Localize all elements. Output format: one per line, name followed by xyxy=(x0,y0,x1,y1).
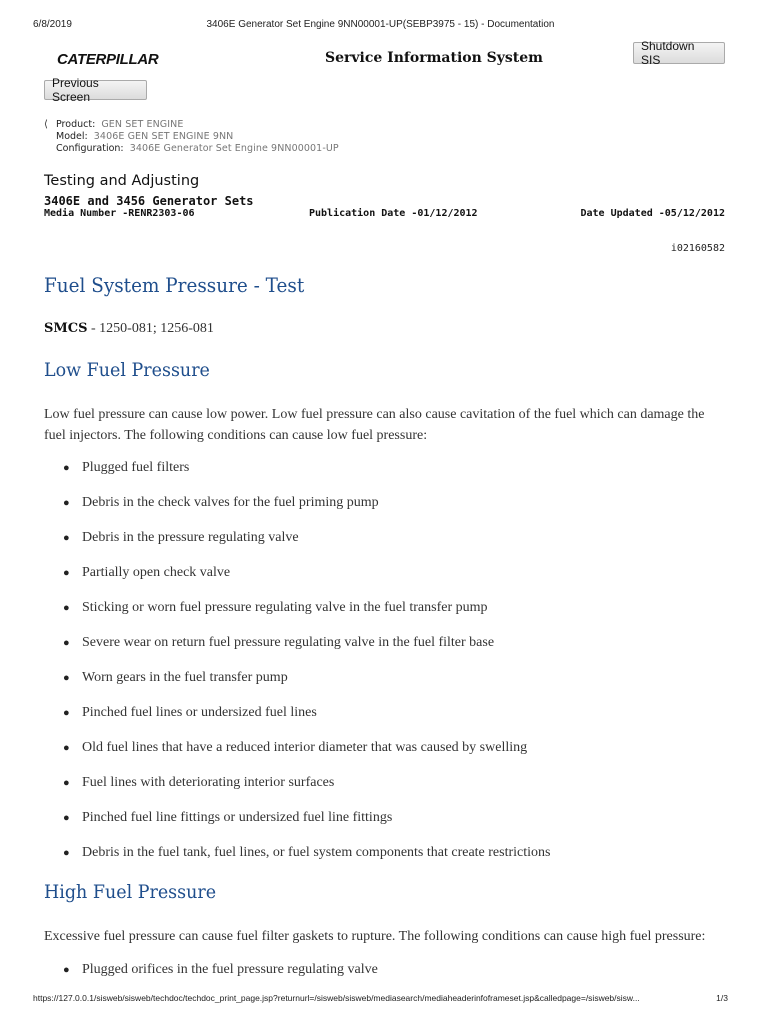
high-fuel-pressure-intro: Excessive fuel pressure can cause fuel filter gaskets to rupture. The following conditions can cause high fuel pressure: xyxy=(44,929,706,944)
bullet-icon: ● xyxy=(63,637,70,649)
list-item: ● Pinched fuel lines or undersized fuel lines xyxy=(44,705,317,721)
caterpillar-logo xyxy=(57,51,158,68)
high-fuel-pressure-heading: High Fuel Pressure xyxy=(44,881,217,903)
smcs-value: - 1250-081; 1256-081 xyxy=(87,321,214,336)
list-item: ● Worn gears in the fuel transfer pump xyxy=(44,670,288,686)
product-info xyxy=(44,119,339,155)
print-document-title: 3406E Generator Set Engine 9NN00001-UP(SEBP3975 - 15) - Documentation xyxy=(206,19,555,30)
bullet-icon: ● xyxy=(63,497,70,509)
list-item: ● Debris in the fuel tank, fuel lines, or fuel system components that create restrictions xyxy=(44,845,550,861)
bullet-icon: ● xyxy=(63,532,70,544)
back-arrow-icon[interactable]: ⟨ xyxy=(44,119,48,130)
shutdown-sis-button[interactable]: Shutdown SIS xyxy=(633,42,725,64)
previous-screen-button[interactable]: Previous Screen xyxy=(44,80,147,100)
list-item: ● Sticking or worn fuel pressure regulating valve in the fuel transfer pump xyxy=(44,600,488,616)
model-value: 3406E GEN SET ENGINE 9NN xyxy=(93,131,234,142)
logo-text: CATERPILLAR xyxy=(57,51,159,68)
product-value: GEN SET ENGINE xyxy=(101,119,184,130)
bullet-icon: ● xyxy=(63,462,70,474)
media-number: Media Number -RENR2303-06 xyxy=(44,208,195,219)
list-item: ● Plugged orifices in the fuel pressure regulating valve xyxy=(44,962,378,978)
list-item: ● Plugged fuel filters xyxy=(44,460,189,476)
publication-date: Publication Date -01/12/2012 xyxy=(309,208,478,219)
list-item: ● Severe wear on return fuel pressure regulating valve in the fuel filter base xyxy=(44,635,494,651)
smcs-label: SMCS xyxy=(44,321,88,336)
document-id: i02160582 xyxy=(670,243,725,254)
configuration-label: Configuration: xyxy=(56,143,124,154)
configuration-value: 3406E Generator Set Engine 9NN00001-UP xyxy=(129,143,339,154)
list-item: ● Partially open check valve xyxy=(44,565,230,581)
model-label: Model: xyxy=(56,131,88,142)
date-updated: Date Updated -05/12/2012 xyxy=(580,208,725,219)
app-title: Service Information System xyxy=(325,50,543,66)
bullet-icon: ● xyxy=(63,672,70,684)
section-type: Testing and Adjusting xyxy=(44,173,200,189)
bullet-icon: ● xyxy=(63,964,70,976)
document-subtitle: 3406E and 3456 Generator Sets xyxy=(44,194,254,208)
list-item: ● Pinched fuel line fittings or undersized fuel line fittings xyxy=(44,810,392,826)
low-fuel-pressure-intro: Low fuel pressure can cause low power. Low fuel pressure can also cause cavitation of the fuel which can damage the fuel injectors. The following conditions can cause low fuel pressure: xyxy=(44,407,705,443)
smcs-line xyxy=(44,321,214,337)
bullet-icon: ● xyxy=(63,567,70,579)
bullet-icon: ● xyxy=(63,742,70,754)
print-url: https://127.0.0.1/sisweb/sisweb/techdoc/techdoc_print_page.jsp?returnurl=/sisweb/sisweb/mediasearch/mediaheaderinfoframeset.jsp&calledpage=/sisweb/sisw... xyxy=(33,993,640,1003)
list-item: ● Old fuel lines that have a reduced interior diameter that was caused by swelling xyxy=(44,740,527,756)
bullet-icon: ● xyxy=(63,847,70,859)
bullet-icon: ● xyxy=(63,707,70,719)
bullet-icon: ● xyxy=(63,812,70,824)
bullet-icon: ● xyxy=(63,777,70,789)
product-label: Product: xyxy=(56,119,96,130)
page-number: 1/3 xyxy=(716,993,728,1003)
list-item: ● Debris in the pressure regulating valve xyxy=(44,530,299,546)
bullet-icon: ● xyxy=(63,602,70,614)
low-fuel-pressure-heading: Low Fuel Pressure xyxy=(44,359,210,381)
list-item: ● Debris in the check valves for the fuel priming pump xyxy=(44,495,379,511)
print-date: 6/8/2019 xyxy=(33,19,72,30)
list-item: ● Fuel lines with deteriorating interior surfaces xyxy=(44,775,334,791)
page-title: Fuel System Pressure - Test xyxy=(44,273,305,297)
